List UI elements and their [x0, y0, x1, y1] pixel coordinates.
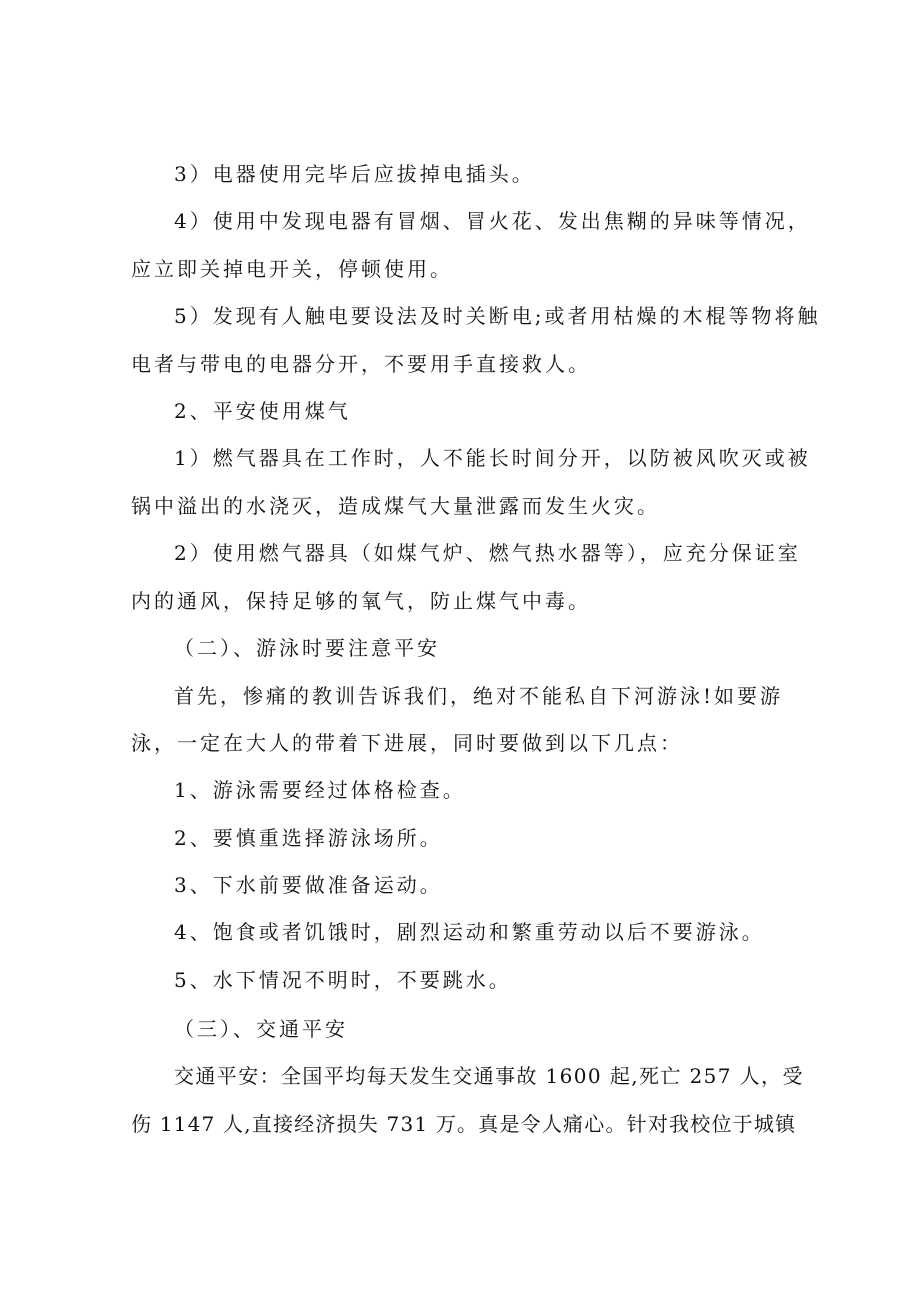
section-heading-swimming: （二）、游泳时要注意平安	[174, 636, 440, 660]
text-line-21: 伤 1147 人,直接经济损失 731 万。真是令人痛心。针对我校位于城镇	[131, 1112, 797, 1136]
list-item-2: 2、要慎重选择游泳场所。	[174, 826, 443, 850]
list-item-5: 5、水下情况不明时，不要跳水。	[174, 968, 512, 992]
text-line-13: 泳，一定在大人的带着下进展，同时要做到以下几点：	[131, 731, 683, 755]
text-line-7: 1）燃气器具在工作时，人不能长时间分开，以防被风吹灭或被	[174, 446, 811, 470]
text-line-20: 交通平安：全国平均每天发生交通事故 1600 起,死亡 257 人，受	[174, 1064, 804, 1088]
list-item-3: 3、下水前要做准备运动。	[174, 873, 443, 897]
text-line-2: 4）使用中发现电器有冒烟、冒火花、发出焦糊的异味等情况，	[174, 209, 811, 233]
text-line-1: 3）电器使用完毕后应拔掉电插头。	[174, 162, 535, 186]
text-line-12: 首先，惨痛的教训告诉我们，绝对不能私自下河游泳!如要游	[174, 684, 784, 708]
text-line-3: 应立即关掉电开关，停顿使用。	[131, 257, 453, 281]
text-line-8: 锅中溢出的水浇灭，造成煤气大量泄露而发生火灾。	[131, 494, 660, 518]
section-heading-gas: 2、平安使用煤气	[174, 399, 351, 423]
section-heading-traffic: （三）、交通平安	[174, 1017, 348, 1041]
list-item-1: 1、游泳需要经过体格检查。	[174, 778, 466, 802]
text-line-9: 2）使用燃气器具（如煤气炉、燃气热水器等），应充分保证室	[174, 541, 801, 565]
text-line-5: 电者与带电的电器分开，不要用手直接救人。	[131, 352, 591, 376]
text-line-10: 内的通风，保持足够的氧气，防止煤气中毒。	[131, 589, 591, 613]
list-item-4: 4、饱食或者饥饿时，剧烈运动和繁重劳动以后不要游泳。	[174, 920, 765, 944]
text-line-4: 5）发现有人触电要设法及时关断电;或者用枯燥的木棍等物将触	[174, 304, 821, 328]
